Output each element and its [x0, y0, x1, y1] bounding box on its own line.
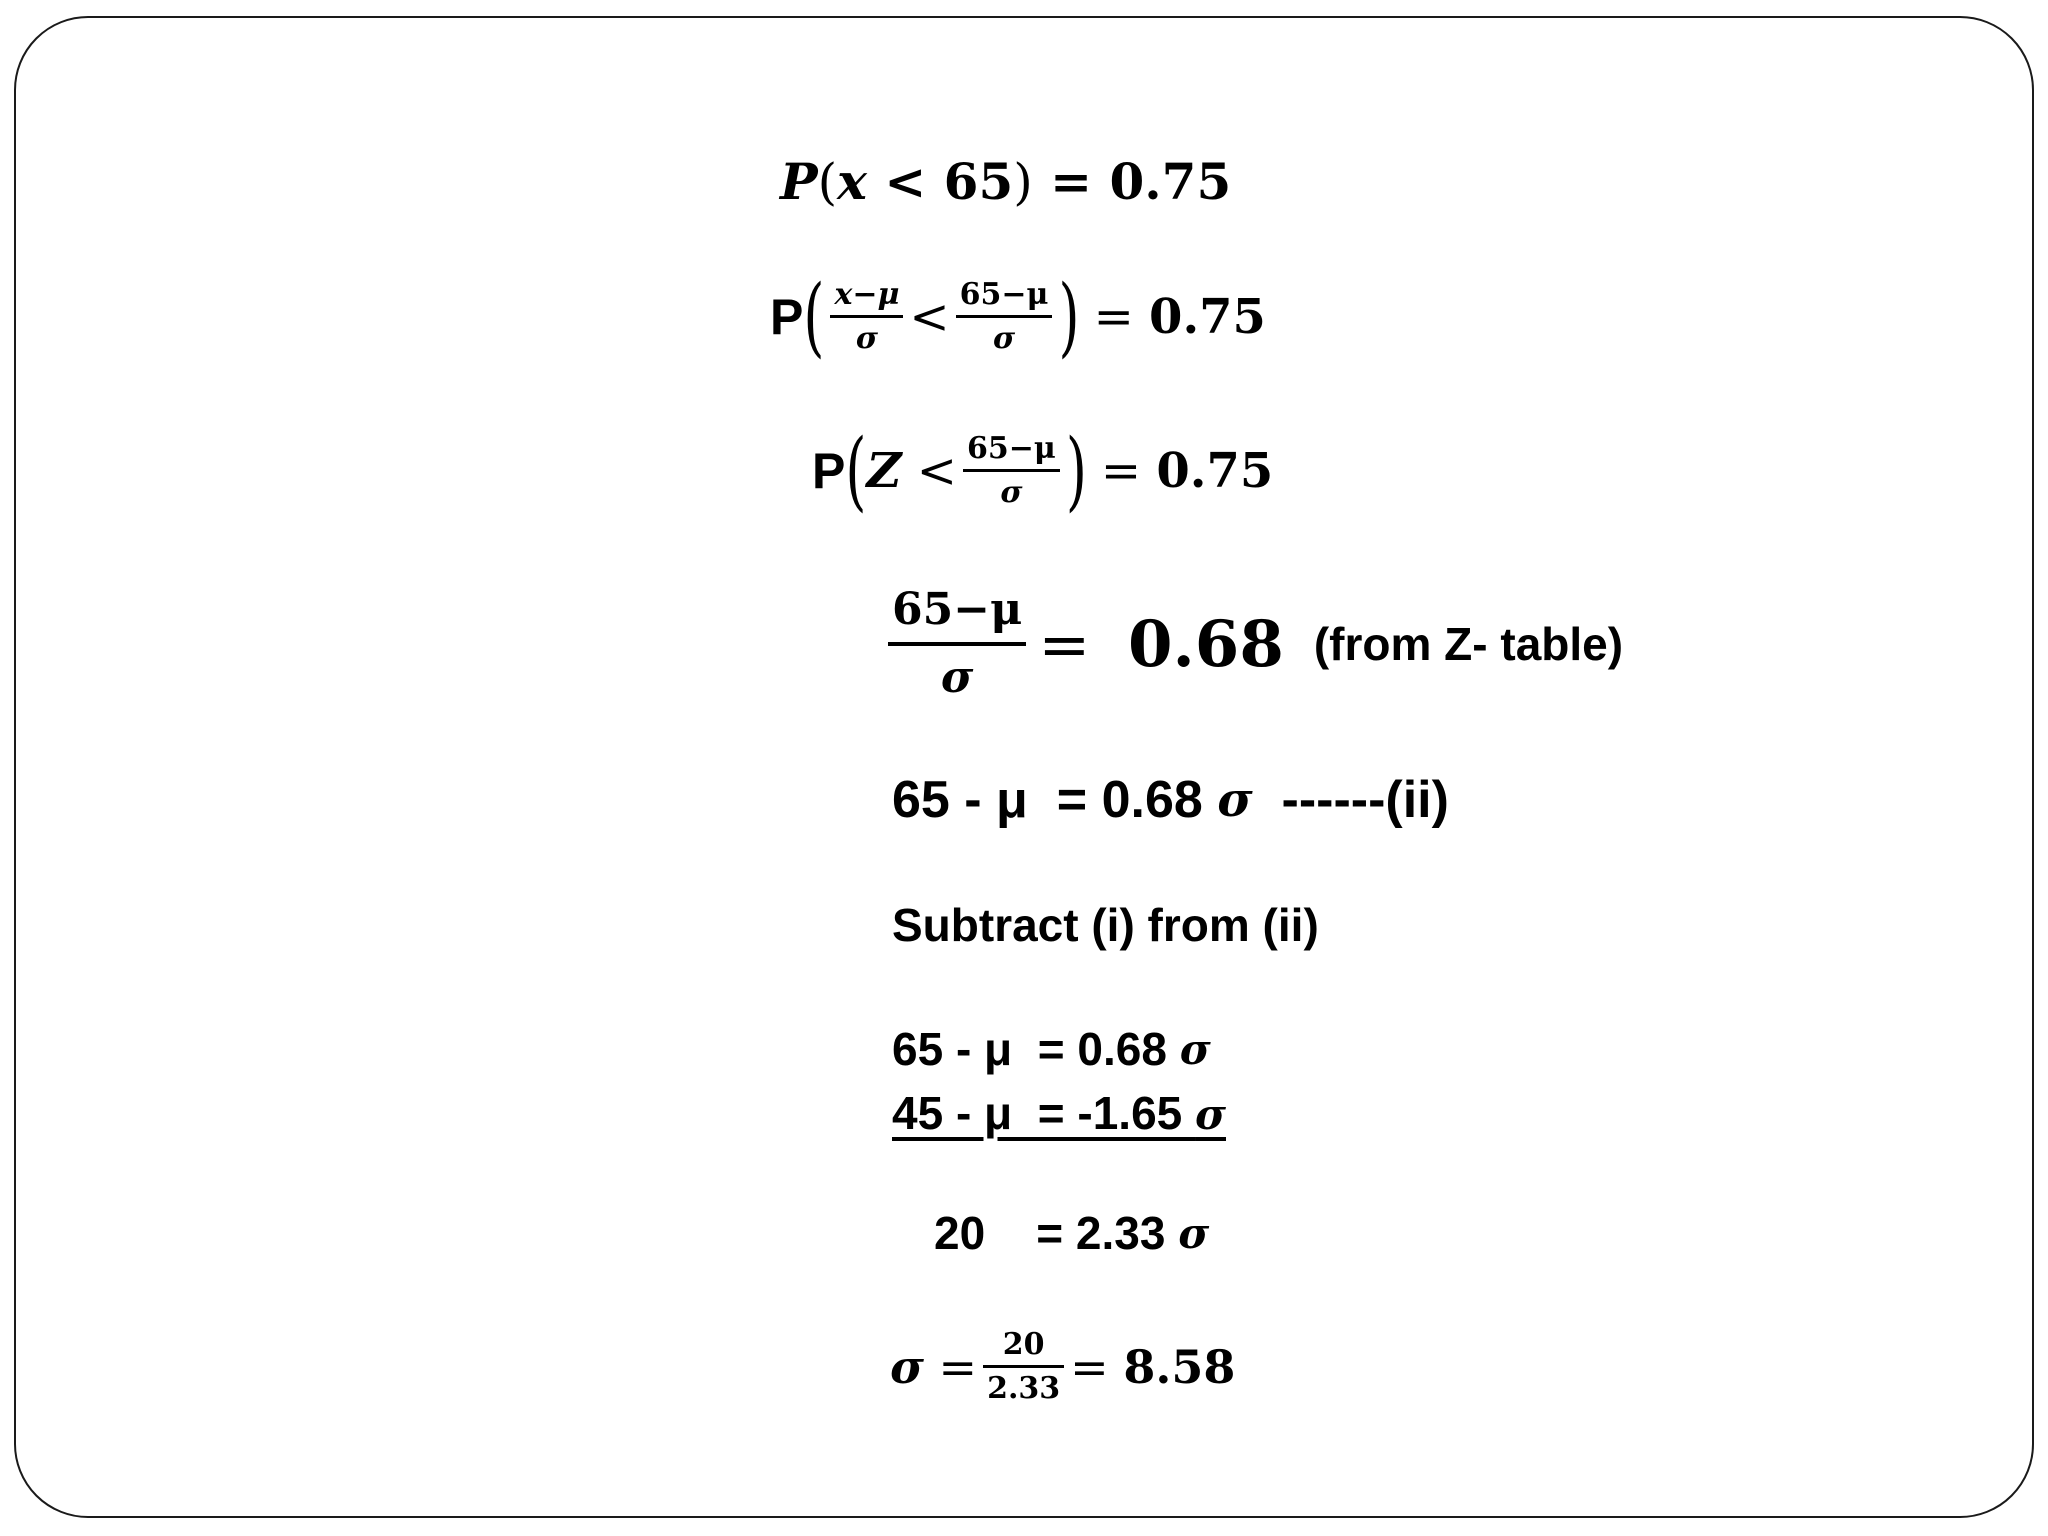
eq3-p: P — [812, 442, 846, 499]
eq3-den: σ — [1000, 475, 1023, 510]
result2-sigma: σ — [890, 1339, 924, 1394]
eq2-fraction-2 — [956, 278, 1053, 355]
result1-sigma: σ — [1178, 1208, 1210, 1258]
sub1-sigma: σ — [1179, 1024, 1211, 1074]
eq1-rpar: ) — [1013, 152, 1033, 211]
eq2-value: 0.75 — [1149, 288, 1266, 345]
equation-3 — [812, 419, 1274, 521]
equation-1 — [780, 152, 1231, 211]
eq4-value: 0.68 — [1127, 606, 1284, 682]
eq5-lhs: 65 - μ = 0.68 — [892, 771, 1218, 829]
equation-2 — [770, 265, 1266, 367]
eq2-lpar: ( — [803, 265, 825, 367]
result1-lhs: 20 = 2.33 — [934, 1207, 1179, 1259]
sub2-underlined — [892, 1086, 1226, 1140]
eq4-den: σ — [940, 652, 974, 704]
eq3-value: 0.75 — [1156, 442, 1274, 499]
sub2-sigma: σ — [1195, 1090, 1226, 1139]
result2-fraction — [983, 1328, 1064, 1405]
eq3-rpar: ) — [1065, 419, 1087, 521]
eq4-note: (from Z- table) — [1313, 618, 1624, 671]
eq2-num2: 65−μ — [959, 277, 1049, 312]
eq1-eq: = — [1032, 152, 1110, 211]
result-line-2 — [890, 1328, 1235, 1405]
subtraction-line-1 — [892, 1022, 1211, 1076]
eq2-eq: = — [1093, 288, 1150, 345]
eq2-p: P — [770, 288, 804, 345]
eq3-num: 65−μ — [966, 431, 1056, 466]
eq2-den1: σ — [855, 321, 878, 356]
slide-frame — [14, 16, 2034, 1518]
eq3-z: Z — [866, 442, 902, 499]
eq2-fraction-1 — [830, 278, 903, 355]
eq1-65: 65 — [943, 152, 1014, 211]
eq3-fraction — [963, 432, 1060, 509]
eq3-eq: = — [1100, 442, 1157, 499]
result2-eq2: = — [1070, 1339, 1124, 1394]
sub2-lhs: 45 - μ = -1.65 — [892, 1087, 1196, 1139]
eq2-rpar: ) — [1058, 265, 1080, 367]
eq2-num1: x−μ — [834, 277, 900, 312]
result2-eq1: = — [923, 1339, 978, 1394]
sub1-lhs: 65 - μ = 0.68 — [892, 1023, 1180, 1075]
result2-num: 20 — [1002, 1327, 1045, 1362]
eq3-lt: < — [901, 442, 957, 499]
eq5-sigma: σ — [1217, 772, 1253, 828]
eq3-lpar: ( — [845, 419, 867, 521]
equation-4 — [888, 586, 1623, 703]
eq1-lpar: ( — [817, 152, 838, 211]
equation-5 — [892, 770, 1449, 830]
step-text: Subtract (i) from (ii) — [892, 899, 1319, 951]
eq1-x: x — [837, 152, 867, 211]
eq4-num: 65−μ — [892, 584, 1023, 635]
result-line-1 — [934, 1206, 1209, 1260]
result2-value: 8.58 — [1123, 1339, 1236, 1394]
eq2-lt: < — [909, 288, 950, 345]
eq1-value: 0.75 — [1109, 152, 1232, 211]
eq1-p: P — [780, 152, 818, 211]
eq2-den2: σ — [993, 321, 1016, 356]
eq5-tag: ------(ii) — [1252, 771, 1449, 829]
result2-den: 2.33 — [987, 1371, 1061, 1406]
eq1-lt: < — [866, 152, 944, 211]
subtraction-line-2 — [892, 1086, 1226, 1140]
eq4-eq: = — [1038, 607, 1110, 681]
step-instruction — [892, 898, 1319, 952]
eq4-fraction — [888, 586, 1026, 703]
